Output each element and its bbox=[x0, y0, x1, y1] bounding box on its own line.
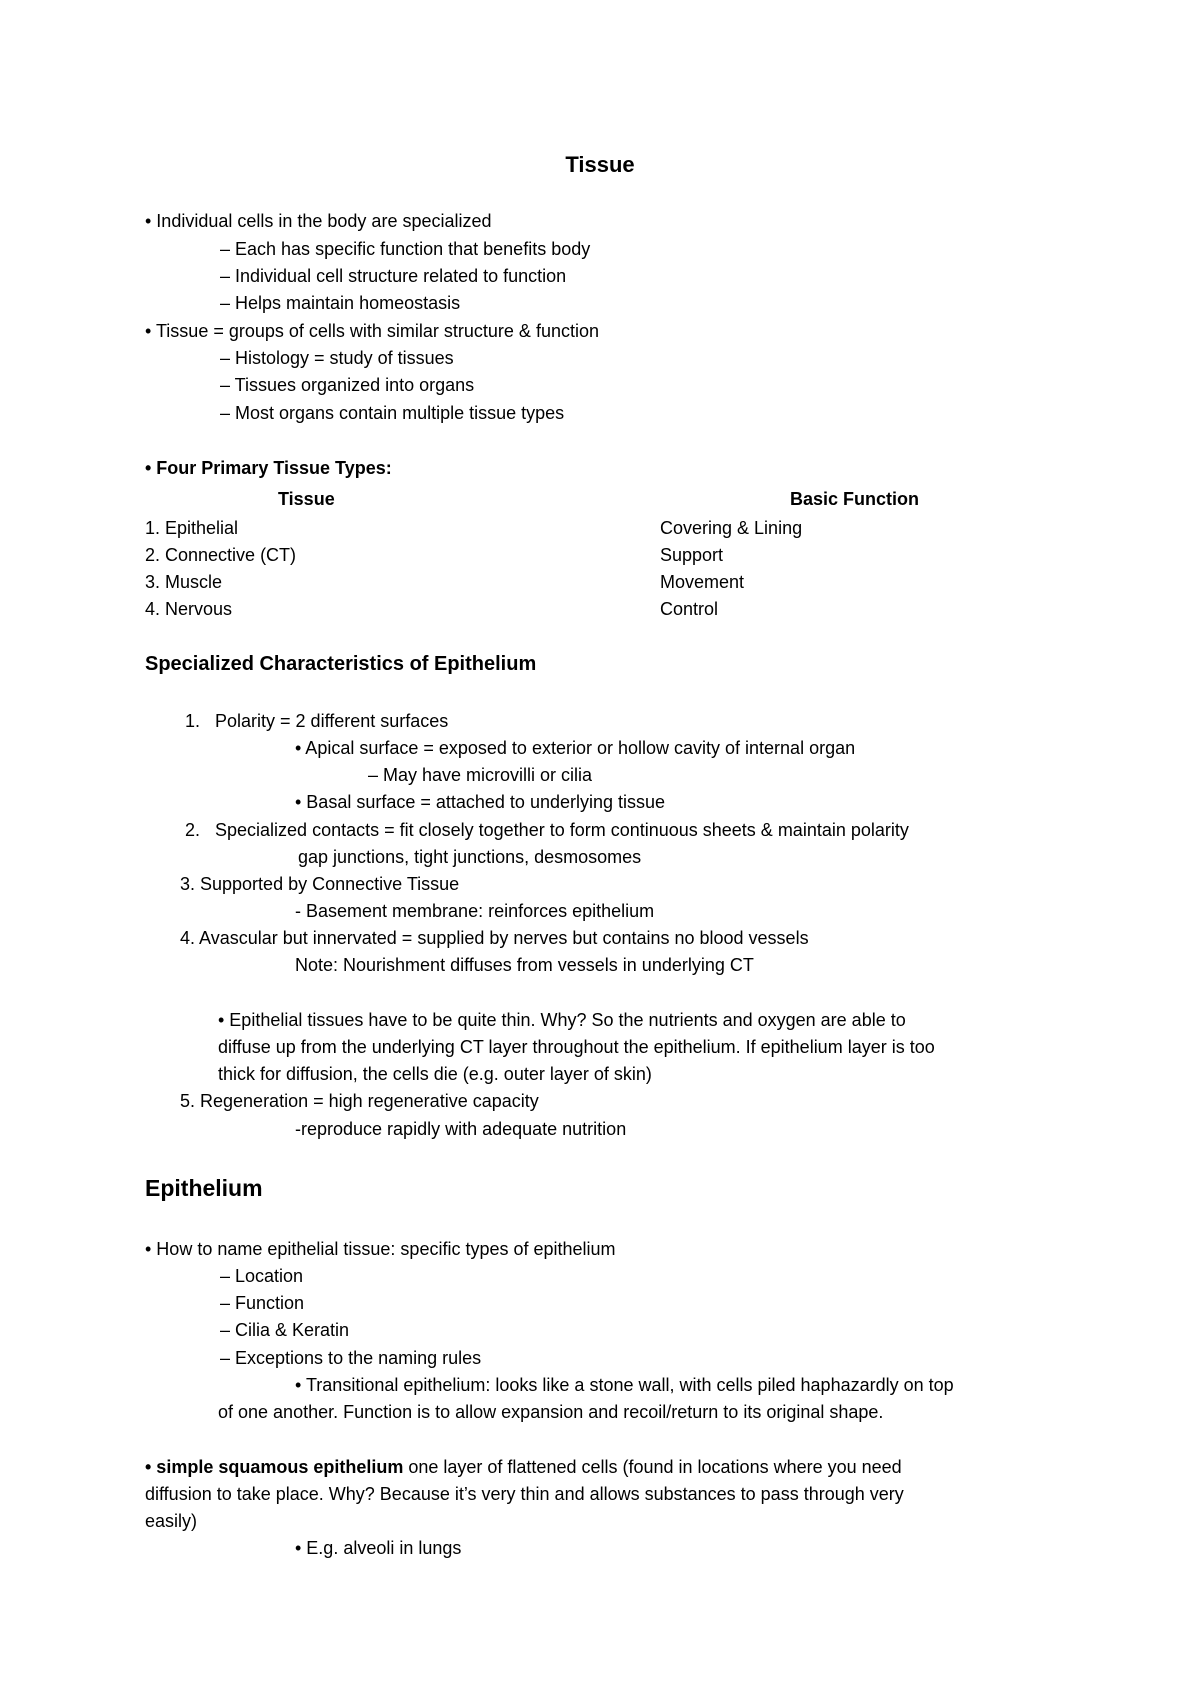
tissue-function-cell: Control bbox=[660, 599, 719, 619]
sub-bullet: – Function bbox=[220, 1293, 305, 1313]
bullet-naming: • How to name epithelial tissue: specific types of epithelium bbox=[145, 1239, 616, 1259]
tissue-type-cell: 4. Nervous bbox=[145, 599, 233, 619]
tissue-type-cell: 1. Epithelial bbox=[145, 518, 239, 538]
squamous-line: diffusion to take place. Why? Because it’s very thin and allows substances to pass through very bbox=[145, 1484, 904, 1504]
sub-bullet: – Helps maintain homeostasis bbox=[220, 293, 461, 313]
sub-bullet: – Tissues organized into organs bbox=[220, 375, 475, 395]
sub-bullet: – Exceptions to the naming rules bbox=[220, 1348, 482, 1368]
characteristic-line: • Basal surface = attached to underlying tissue bbox=[295, 792, 666, 812]
characteristic-line: diffuse up from the underlying CT layer throughout the epithelium. If epithelium layer is too bbox=[218, 1037, 935, 1057]
column-header-tissue: Tissue bbox=[278, 489, 335, 509]
section-heading-specialized: Specialized Characteristics of Epithelium bbox=[145, 653, 537, 675]
tissue-type-cell: 3. Muscle bbox=[145, 572, 223, 592]
bullet-tissue-definition: • Tissue = groups of cells with similar structure & function bbox=[145, 321, 599, 341]
characteristic-line: 3. Supported by Connective Tissue bbox=[180, 874, 460, 894]
characteristic-line: 4. Avascular but innervated = supplied by nerves but contains no blood vessels bbox=[180, 928, 809, 948]
bullet-simple-squamous bbox=[145, 1454, 902, 1481]
characteristic-line: 5. Regeneration = high regenerative capacity bbox=[180, 1091, 539, 1111]
sub-bullet: – Individual cell structure related to function bbox=[220, 266, 567, 286]
sub-bullet: – Cilia & Keratin bbox=[220, 1320, 350, 1340]
section-heading-tissue-types: • Four Primary Tissue Types: bbox=[145, 458, 392, 478]
bullet-cells-specialized: • Individual cells in the body are specialized bbox=[145, 211, 492, 231]
page-title: Tissue bbox=[565, 152, 635, 177]
transitional-line: • Transitional epithelium: looks like a stone wall, with cells piled haphazardly on top bbox=[295, 1375, 954, 1395]
characteristic-line: 2. Specialized contacts = fit closely together to form continuous sheets & maintain polarity bbox=[185, 820, 909, 840]
characteristic-line: • Epithelial tissues have to be quite thin. Why? So the nutrients and oxygen are able to bbox=[218, 1010, 906, 1030]
characteristic-line: 1. Polarity = 2 different surfaces bbox=[185, 711, 449, 731]
tissue-function-cell: Support bbox=[660, 545, 724, 565]
simple-squamous-desc: one layer of flattened cells (found in locations where you need bbox=[403, 1457, 902, 1477]
sub-bullet: – Most organs contain multiple tissue types bbox=[220, 403, 565, 423]
simple-squamous-term: • simple squamous epithelium bbox=[145, 1457, 404, 1477]
tissue-type-cell: 2. Connective (CT) bbox=[145, 545, 297, 565]
tissue-function-cell: Movement bbox=[660, 572, 745, 592]
section-heading-epithelium: Epithelium bbox=[145, 1175, 263, 1201]
sub-bullet: – Each has specific function that benefits body bbox=[220, 239, 591, 259]
characteristic-line: - Basement membrane: reinforces epithelium bbox=[295, 901, 655, 921]
characteristic-line: thick for diffusion, the cells die (e.g. outer layer of skin) bbox=[218, 1064, 652, 1084]
transitional-line: of one another. Function is to allow expansion and recoil/return to its original shape. bbox=[218, 1402, 884, 1422]
characteristic-line: Note: Nourishment diffuses from vessels in underlying CT bbox=[295, 955, 754, 975]
sub-bullet: – Location bbox=[220, 1266, 304, 1286]
sub-bullet: – Histology = study of tissues bbox=[220, 348, 454, 368]
squamous-line: easily) bbox=[145, 1511, 198, 1531]
characteristic-line: – May have microvilli or cilia bbox=[368, 765, 593, 785]
characteristic-line: gap junctions, tight junctions, desmosomes bbox=[298, 847, 642, 867]
characteristic-line: -reproduce rapidly with adequate nutrition bbox=[295, 1119, 627, 1139]
characteristic-line: • Apical surface = exposed to exterior or hollow cavity of internal organ bbox=[295, 738, 856, 758]
column-header-function: Basic Function bbox=[790, 489, 920, 509]
example-line: • E.g. alveoli in lungs bbox=[295, 1538, 462, 1558]
tissue-function-cell: Covering & Lining bbox=[660, 518, 803, 538]
